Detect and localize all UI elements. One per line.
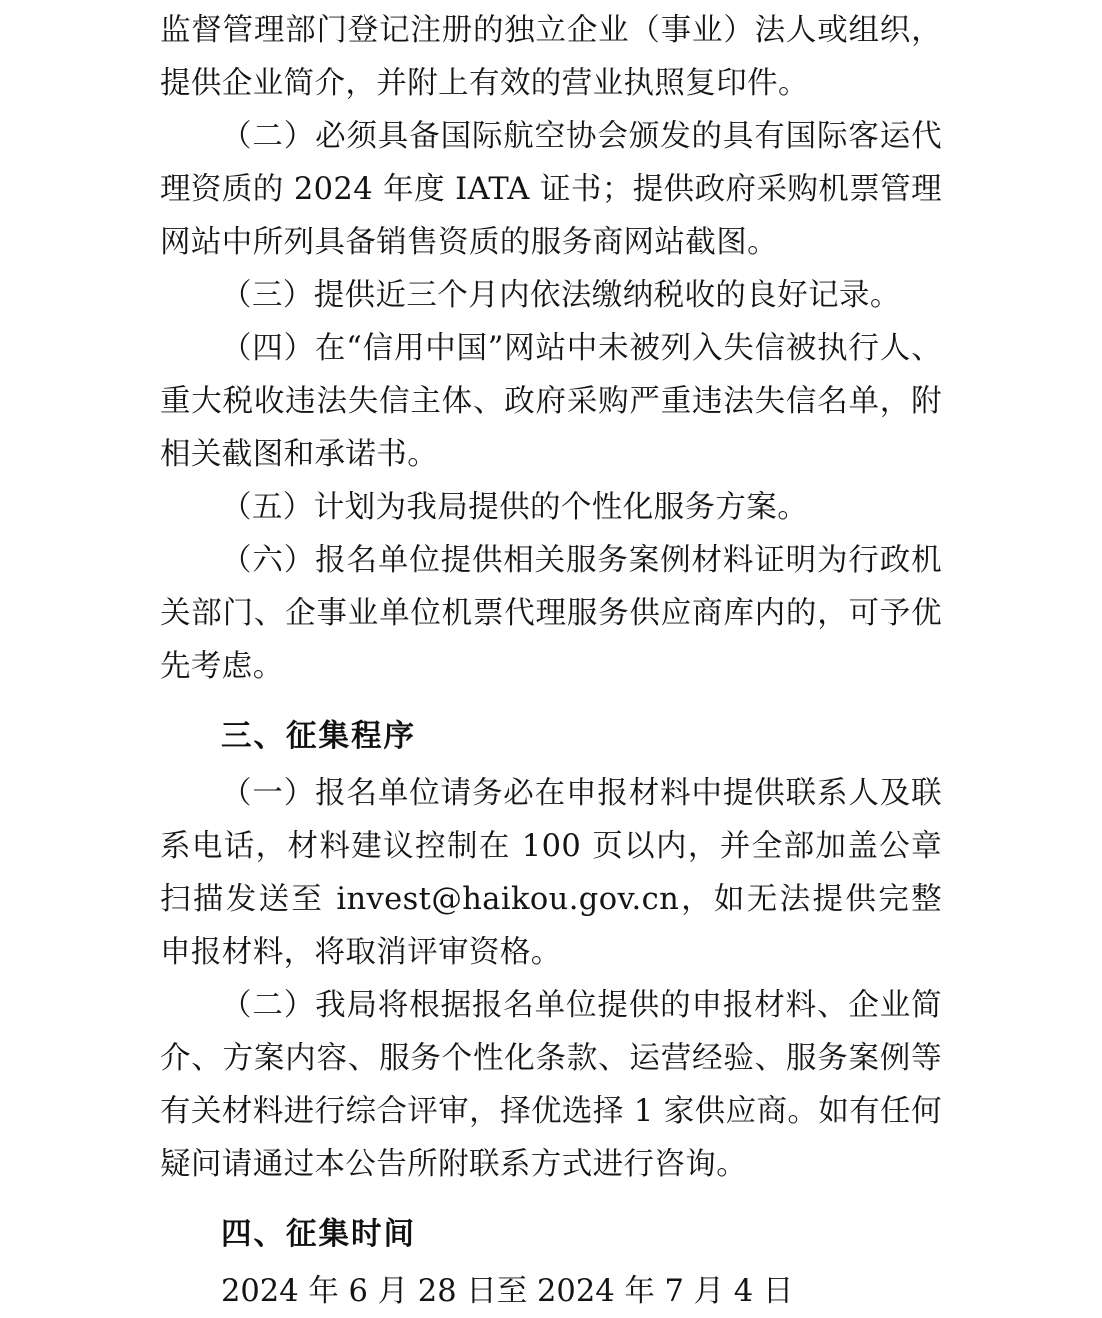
document-body [160, 0, 942, 1318]
paragraph-item-three-tax: （三）提供近三个月内依法缴纳税收的良好记录。 [221, 278, 901, 313]
paragraph-item-four-credit: （四）在“信用中国”网站中未被列入失信被执行人、重大税收违法失信主体、政府采购严重违法失信名单，附相关截图和承诺书。 [160, 331, 942, 472]
paragraph-procedure-one: （一）报名单位请务必在申报材料中提供联系人及联系电话，材料建议控制在 100 页以内，并全部加盖公章扫描发送至 invest@haikou.gov.cn，如无法提供完整申报材料，将取消评审资格。 [160, 776, 942, 970]
section-heading-four: 四、征集时间 [221, 1216, 416, 1252]
paragraph-registration-continued: 监督管理部门登记注册的独立企业（事业）法人或组织，提供企业简介，并附上有效的营业执照复印件。 [160, 13, 942, 101]
collection-date-range: 2024 年 6 月 28 日至 2024 年 7 月 4 日 [221, 1274, 794, 1309]
paragraph-procedure-two: （二）我局将根据报名单位提供的申报材料、企业简介、方案内容、服务个性化条款、运营经验、服务案例等有关材料进行综合评审，择优选择 1 家供应商。如有任何疑问请通过本公告所附联系方式进行咨询。 [160, 988, 942, 1182]
paragraph-item-six-cases: （六）报名单位提供相关服务案例材料证明为行政机关部门、企事业单位机票代理服务供应商库内的，可予优先考虑。 [160, 543, 942, 684]
section-heading-three: 三、征集程序 [221, 718, 416, 754]
paragraph-item-two-iata: （二）必须具备国际航空协会颁发的具有国际客运代理资质的 2024 年度 IATA 证书；提供政府采购机票管理网站中所列具备销售资质的服务商网站截图。 [160, 119, 942, 260]
paragraph-item-five-plan: （五）计划为我局提供的个性化服务方案。 [221, 490, 809, 525]
